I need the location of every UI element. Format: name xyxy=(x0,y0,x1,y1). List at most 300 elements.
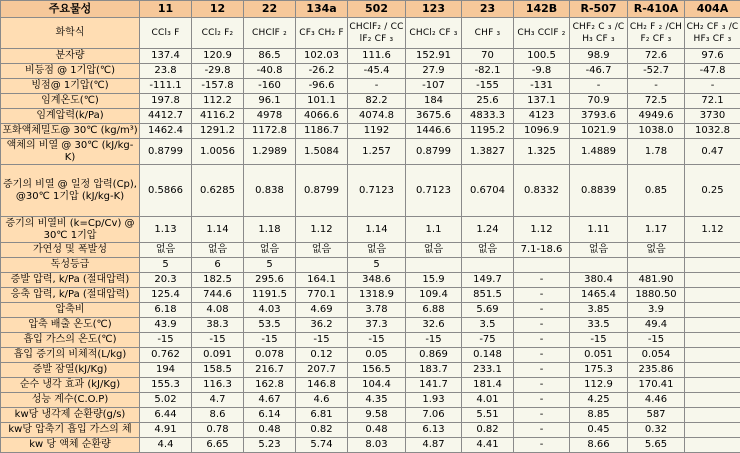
table-cell: 116.3 xyxy=(192,378,244,393)
table-cell: -15 xyxy=(244,333,296,348)
table-cell xyxy=(628,258,685,273)
table-cell: 1172.8 xyxy=(244,124,296,139)
table-cell: -40.8 xyxy=(244,64,296,79)
table-row xyxy=(1,303,740,318)
table-cell: 137.1 xyxy=(514,94,570,109)
table-cell: 25.6 xyxy=(462,94,514,109)
row-label: 압축 배출 온도(℃) xyxy=(1,318,140,333)
table-cell: 0.45 xyxy=(570,423,628,438)
table-cell: 4.08 xyxy=(192,303,244,318)
table-cell: 1192 xyxy=(348,124,406,139)
table-row xyxy=(1,124,740,139)
table-cell: 587 xyxy=(628,408,685,423)
table-cell: 5.51 xyxy=(462,408,514,423)
table-cell: -15 xyxy=(570,333,628,348)
table-cell: 0.12 xyxy=(296,348,348,363)
table-cell: -45.4 xyxy=(348,64,406,79)
table-cell: 1.24 xyxy=(462,217,514,243)
header-refrigerant: 22 xyxy=(244,1,296,18)
table-cell: 32.6 xyxy=(406,318,462,333)
table-cell: 0.05 xyxy=(348,348,406,363)
table-cell: 1038.0 xyxy=(628,124,685,139)
table-cell: -15 xyxy=(628,333,685,348)
row-label: 증기의 비열 @ 일정 압력(Cp), @30℃ 1기압 (kJ/kg-K) xyxy=(1,165,140,217)
table-cell: 1191.5 xyxy=(244,288,296,303)
table-cell: 1.18 xyxy=(244,217,296,243)
table-cell: 1.257 xyxy=(348,139,406,165)
table-cell: -15 xyxy=(192,333,244,348)
table-cell: 6.14 xyxy=(244,408,296,423)
table-cell: 5.74 xyxy=(296,438,348,453)
table-cell xyxy=(514,258,570,273)
table-cell: 1291.2 xyxy=(192,124,244,139)
table-cell: 0.8799 xyxy=(406,139,462,165)
table-cell: 0.6704 xyxy=(462,165,514,217)
table-cell: 4.91 xyxy=(140,423,192,438)
table-cell: 380.4 xyxy=(570,273,628,288)
table-row xyxy=(1,109,740,124)
table-cell: 0.8799 xyxy=(296,165,348,217)
table-cell: 112.2 xyxy=(192,94,244,109)
table-cell: 7.06 xyxy=(406,408,462,423)
table-cell: -46.7 xyxy=(570,64,628,79)
table-cell: 5 xyxy=(348,258,406,273)
table-cell: -15 xyxy=(348,333,406,348)
table-cell: 1.12 xyxy=(514,217,570,243)
table-cell: 5 xyxy=(244,258,296,273)
table-cell: 없음 xyxy=(348,243,406,258)
table-cell: 4412.7 xyxy=(140,109,192,124)
table-cell: 181.4 xyxy=(462,378,514,393)
row-label: 임계온도(℃) xyxy=(1,94,140,109)
table-cell: 70 xyxy=(462,49,514,64)
table-cell: 6.13 xyxy=(406,423,462,438)
table-cell: 4.35 xyxy=(348,393,406,408)
table-cell: CHClF₂ / CClF₂ CF ₃ xyxy=(348,18,406,49)
table-cell: CHF ₃ xyxy=(462,18,514,49)
table-cell: - xyxy=(514,363,570,378)
table-cell: 0.078 xyxy=(244,348,296,363)
table-cell: -9.8 xyxy=(514,64,570,79)
table-cell xyxy=(685,333,740,348)
table-cell: 6.44 xyxy=(140,408,192,423)
table-cell: - xyxy=(628,79,685,94)
table-cell: 0.6285 xyxy=(192,165,244,217)
table-cell: 38.3 xyxy=(192,318,244,333)
table-cell: 49.4 xyxy=(628,318,685,333)
table-cell xyxy=(685,303,740,318)
table-cell: 1.4889 xyxy=(570,139,628,165)
row-label: 빙점@ 1기압(℃) xyxy=(1,79,140,94)
table-cell xyxy=(685,258,740,273)
table-cell: 109.4 xyxy=(406,288,462,303)
table-row xyxy=(1,288,740,303)
table-row xyxy=(1,243,740,258)
table-cell: 4.67 xyxy=(244,393,296,408)
table-cell: 86.5 xyxy=(244,49,296,64)
table-cell: 0.051 xyxy=(570,348,628,363)
table-cell: 0.32 xyxy=(628,423,685,438)
table-cell: 0.25 xyxy=(685,165,740,217)
row-label: kw당 압축기 흡입 가스의 체 xyxy=(1,423,140,438)
row-label: 흡입 증기의 비체적(L/kg) xyxy=(1,348,140,363)
table-cell: -75 xyxy=(462,333,514,348)
table-cell: 3730 xyxy=(685,109,740,124)
header-refrigerant: 11 xyxy=(140,1,192,18)
table-cell: 36.2 xyxy=(296,318,348,333)
table-cell: - xyxy=(514,348,570,363)
header-row xyxy=(1,1,740,18)
table-cell: 1195.2 xyxy=(462,124,514,139)
table-row xyxy=(1,393,740,408)
table-cell: -52.7 xyxy=(628,64,685,79)
row-label: kw 당 액체 순환량 xyxy=(1,438,140,453)
table-cell: 1465.4 xyxy=(570,288,628,303)
table-cell: 1.11 xyxy=(570,217,628,243)
table-cell: 1.5084 xyxy=(296,139,348,165)
table-cell: 5.69 xyxy=(462,303,514,318)
table-cell: 0.054 xyxy=(628,348,685,363)
table-cell xyxy=(296,258,348,273)
table-cell: 1462.4 xyxy=(140,124,192,139)
table-cell xyxy=(462,258,514,273)
table-cell: 0.8332 xyxy=(514,165,570,217)
header-refrigerant: 502 xyxy=(348,1,406,18)
table-row xyxy=(1,423,740,438)
table-cell: 101.1 xyxy=(296,94,348,109)
table-cell: 0.148 xyxy=(462,348,514,363)
table-cell: 4123 xyxy=(514,109,570,124)
table-cell: 137.4 xyxy=(140,49,192,64)
table-cell: - xyxy=(685,79,740,94)
table-cell: 4833.3 xyxy=(462,109,514,124)
table-cell: 6.65 xyxy=(192,438,244,453)
table-cell: - xyxy=(514,288,570,303)
table-cell: - xyxy=(514,378,570,393)
table-cell: 4.87 xyxy=(406,438,462,453)
table-cell: - xyxy=(514,318,570,333)
table-cell: 0.48 xyxy=(244,423,296,438)
row-label: 증기의 비열비 (k=Cp/Cv) @ 30℃ 1기압 xyxy=(1,217,140,243)
table-cell: 155.3 xyxy=(140,378,192,393)
table-row xyxy=(1,94,740,109)
table-cell: 175.3 xyxy=(570,363,628,378)
row-label: 독성등급 xyxy=(1,258,140,273)
table-cell: 1096.9 xyxy=(514,124,570,139)
table-body xyxy=(1,18,740,453)
table-cell: 0.82 xyxy=(296,423,348,438)
row-label: 가연성 및 폭발성 xyxy=(1,243,140,258)
table-cell: 100.5 xyxy=(514,49,570,64)
table-cell: 1.0056 xyxy=(192,139,244,165)
table-cell: 4116.2 xyxy=(192,109,244,124)
header-refrigerant: 142B xyxy=(514,1,570,18)
table-cell xyxy=(685,438,740,453)
header-refrigerant: 12 xyxy=(192,1,244,18)
table-cell: 15.9 xyxy=(406,273,462,288)
table-cell: -157.8 xyxy=(192,79,244,94)
table-cell: 1.78 xyxy=(628,139,685,165)
table-cell: 5.02 xyxy=(140,393,192,408)
table-cell: 72.5 xyxy=(628,94,685,109)
table-cell: 3.5 xyxy=(462,318,514,333)
table-cell: 183.7 xyxy=(406,363,462,378)
table-cell: 6.88 xyxy=(406,303,462,318)
table-cell: 3675.6 xyxy=(406,109,462,124)
table-row xyxy=(1,258,740,273)
table-cell: 1.1 xyxy=(406,217,462,243)
table-cell: 235.86 xyxy=(628,363,685,378)
table-cell: 8.03 xyxy=(348,438,406,453)
table-cell: 0.78 xyxy=(192,423,244,438)
table-cell: 43.9 xyxy=(140,318,192,333)
table-cell: -160 xyxy=(244,79,296,94)
table-cell: 4.25 xyxy=(570,393,628,408)
table-cell: 4.46 xyxy=(628,393,685,408)
table-cell: 851.5 xyxy=(462,288,514,303)
table-cell: 4.7 xyxy=(192,393,244,408)
table-cell: 1.12 xyxy=(685,217,740,243)
table-cell: CF₃ CH₂ F xyxy=(296,18,348,49)
table-cell: 111.6 xyxy=(348,49,406,64)
table-row xyxy=(1,139,740,165)
table-cell: 1.14 xyxy=(192,217,244,243)
row-label: kw당 냉각제 순환량(g/s) xyxy=(1,408,140,423)
table-cell: 9.58 xyxy=(348,408,406,423)
table-cell: 1021.9 xyxy=(570,124,628,139)
table-cell: 98.9 xyxy=(570,49,628,64)
table-cell: 1186.7 xyxy=(296,124,348,139)
table-cell: 1446.6 xyxy=(406,124,462,139)
table-cell: 6.18 xyxy=(140,303,192,318)
table-cell: 197.8 xyxy=(140,94,192,109)
table-cell: 216.7 xyxy=(244,363,296,378)
table-cell: 0.85 xyxy=(628,165,685,217)
table-cell: 481.90 xyxy=(628,273,685,288)
table-cell xyxy=(685,273,740,288)
table-cell: 295.6 xyxy=(244,273,296,288)
table-cell: - xyxy=(348,79,406,94)
table-cell: 5 xyxy=(140,258,192,273)
table-cell xyxy=(685,288,740,303)
table-cell: 70.9 xyxy=(570,94,628,109)
table-cell: 1.3827 xyxy=(462,139,514,165)
table-cell: 194 xyxy=(140,363,192,378)
table-cell: - xyxy=(514,333,570,348)
table-cell: -131 xyxy=(514,79,570,94)
header-property: 주요물성 xyxy=(1,1,140,18)
table-cell: 없음 xyxy=(570,243,628,258)
table-cell: 4.69 xyxy=(296,303,348,318)
table-cell: - xyxy=(514,423,570,438)
table-cell: 0.47 xyxy=(685,139,740,165)
table-cell: 8.85 xyxy=(570,408,628,423)
table-cell xyxy=(685,408,740,423)
table-cell: 3.78 xyxy=(348,303,406,318)
table-cell: 0.7123 xyxy=(406,165,462,217)
table-row xyxy=(1,363,740,378)
table-cell: -155 xyxy=(462,79,514,94)
table-cell: 1.13 xyxy=(140,217,192,243)
table-cell: CH₂ F ₂ /CHF₂ CF ₃ xyxy=(628,18,685,49)
table-cell: 141.7 xyxy=(406,378,462,393)
table-cell: 0.48 xyxy=(348,423,406,438)
table-cell: 4.41 xyxy=(462,438,514,453)
table-cell: -111.1 xyxy=(140,79,192,94)
row-label: 순수 냉각 효과 (kJ/Kg) xyxy=(1,378,140,393)
table-cell: 6 xyxy=(192,258,244,273)
table-cell xyxy=(685,348,740,363)
table-cell: 96.1 xyxy=(244,94,296,109)
table-cell xyxy=(406,258,462,273)
table-cell: 4.03 xyxy=(244,303,296,318)
table-row xyxy=(1,318,740,333)
table-cell: - xyxy=(514,438,570,453)
table-cell: -29.8 xyxy=(192,64,244,79)
row-label: 포화액체밀도@ 30℃ (kg/m³) xyxy=(1,124,140,139)
table-cell: 4074.8 xyxy=(348,109,406,124)
table-cell: 1.93 xyxy=(406,393,462,408)
row-label: 압축비 xyxy=(1,303,140,318)
table-row xyxy=(1,348,740,363)
table-row xyxy=(1,273,740,288)
header-refrigerant: 134a xyxy=(296,1,348,18)
table-cell: 0.8799 xyxy=(140,139,192,165)
table-cell: CHF₂ C ₃ /CH₃ CF ₃ xyxy=(570,18,628,49)
table-cell: 없음 xyxy=(244,243,296,258)
table-row xyxy=(1,49,740,64)
table-cell: CHCl₂ CF ₃ xyxy=(406,18,462,49)
table-cell: 112.9 xyxy=(570,378,628,393)
table-cell: 4.4 xyxy=(140,438,192,453)
table-cell: 1.2989 xyxy=(244,139,296,165)
row-label: 흡입 가스의 온도(℃) xyxy=(1,333,140,348)
table-cell: 1.17 xyxy=(628,217,685,243)
table-cell: 0.091 xyxy=(192,348,244,363)
table-cell: 37.3 xyxy=(348,318,406,333)
table-cell: 770.1 xyxy=(296,288,348,303)
table-row xyxy=(1,333,740,348)
table-cell: 3.85 xyxy=(570,303,628,318)
table-row xyxy=(1,217,740,243)
table-cell: 0.8839 xyxy=(570,165,628,217)
row-label: 액체의 비열 @ 30℃ (kJ/kg-K) xyxy=(1,139,140,165)
table-cell: 233.1 xyxy=(462,363,514,378)
table-cell: 170.41 xyxy=(628,378,685,393)
table-cell: 120.9 xyxy=(192,49,244,64)
table-cell: CCl₂ F₂ xyxy=(192,18,244,49)
table-cell: -15 xyxy=(140,333,192,348)
table-cell: 348.6 xyxy=(348,273,406,288)
table-cell: 없음 xyxy=(406,243,462,258)
table-cell: 146.8 xyxy=(296,378,348,393)
table-cell: 없음 xyxy=(192,243,244,258)
table-cell: 72.1 xyxy=(685,94,740,109)
table-cell: 0.762 xyxy=(140,348,192,363)
table-cell: 6.81 xyxy=(296,408,348,423)
header-refrigerant: 123 xyxy=(406,1,462,18)
table-cell: -15 xyxy=(296,333,348,348)
table-row xyxy=(1,64,740,79)
table-cell: - xyxy=(514,303,570,318)
table-cell: 162.8 xyxy=(244,378,296,393)
table-cell: 182.5 xyxy=(192,273,244,288)
table-cell xyxy=(685,378,740,393)
table-cell: 4066.6 xyxy=(296,109,348,124)
table-cell: 53.5 xyxy=(244,318,296,333)
table-cell: 0.7123 xyxy=(348,165,406,217)
table-cell: 4949.6 xyxy=(628,109,685,124)
header-refrigerant: 404A xyxy=(685,1,740,18)
table-cell: - xyxy=(514,393,570,408)
table-cell: 207.7 xyxy=(296,363,348,378)
row-label: 성능 계수(C.O.P) xyxy=(1,393,140,408)
table-cell: 1.12 xyxy=(296,217,348,243)
table-cell xyxy=(685,363,740,378)
table-cell xyxy=(570,258,628,273)
table-cell: 없음 xyxy=(140,243,192,258)
table-cell: 8.6 xyxy=(192,408,244,423)
table-cell: 0.5866 xyxy=(140,165,192,217)
table-cell: 125.4 xyxy=(140,288,192,303)
table-cell: 1032.8 xyxy=(685,124,740,139)
row-label: 응축 압력, k/Pa (절대압력) xyxy=(1,288,140,303)
table-cell: 1.325 xyxy=(514,139,570,165)
table-cell: 149.7 xyxy=(462,273,514,288)
table-cell: 102.03 xyxy=(296,49,348,64)
table-cell xyxy=(685,318,740,333)
table-cell: 3793.6 xyxy=(570,109,628,124)
table-cell: 7.1-18.6 xyxy=(514,243,570,258)
table-cell: -47.8 xyxy=(685,64,740,79)
header-refrigerant: 23 xyxy=(462,1,514,18)
table-cell: CH₂ CF ₃ /CHF₃ CF ₃ xyxy=(685,18,740,49)
table-cell: 없음 xyxy=(628,243,685,258)
table-cell: 23.8 xyxy=(140,64,192,79)
table-cell: CH₃ CClF ₂ xyxy=(514,18,570,49)
table-cell: 3.9 xyxy=(628,303,685,318)
table-cell: 164.1 xyxy=(296,273,348,288)
table-cell: 72.6 xyxy=(628,49,685,64)
row-label: 증발 압력, k/Pa (절대압력) xyxy=(1,273,140,288)
table-cell: 없음 xyxy=(296,243,348,258)
table-row xyxy=(1,79,740,94)
table-cell: 5.23 xyxy=(244,438,296,453)
table-cell: 152.91 xyxy=(406,49,462,64)
table-cell: 156.5 xyxy=(348,363,406,378)
table-cell xyxy=(685,243,740,258)
table-cell: 5.65 xyxy=(628,438,685,453)
table-cell: 744.6 xyxy=(192,288,244,303)
table-cell: 1880.50 xyxy=(628,288,685,303)
table-cell: 104.4 xyxy=(348,378,406,393)
table-cell: -107 xyxy=(406,79,462,94)
table-cell xyxy=(685,423,740,438)
table-cell: 184 xyxy=(406,94,462,109)
table-cell: CCl₃ F xyxy=(140,18,192,49)
header-refrigerant: R-410A xyxy=(628,1,685,18)
table-cell: -96.6 xyxy=(296,79,348,94)
table-cell: - xyxy=(514,273,570,288)
table-cell: -26.2 xyxy=(296,64,348,79)
row-label: 비등점 @ 1기압(℃) xyxy=(1,64,140,79)
table-cell: 33.5 xyxy=(570,318,628,333)
row-label: 임계압력(k/Pa) xyxy=(1,109,140,124)
row-label: 분자량 xyxy=(1,49,140,64)
row-label: 증발 잠열(kJ/Kg) xyxy=(1,363,140,378)
table-cell: 82.2 xyxy=(348,94,406,109)
table-cell: 20.3 xyxy=(140,273,192,288)
